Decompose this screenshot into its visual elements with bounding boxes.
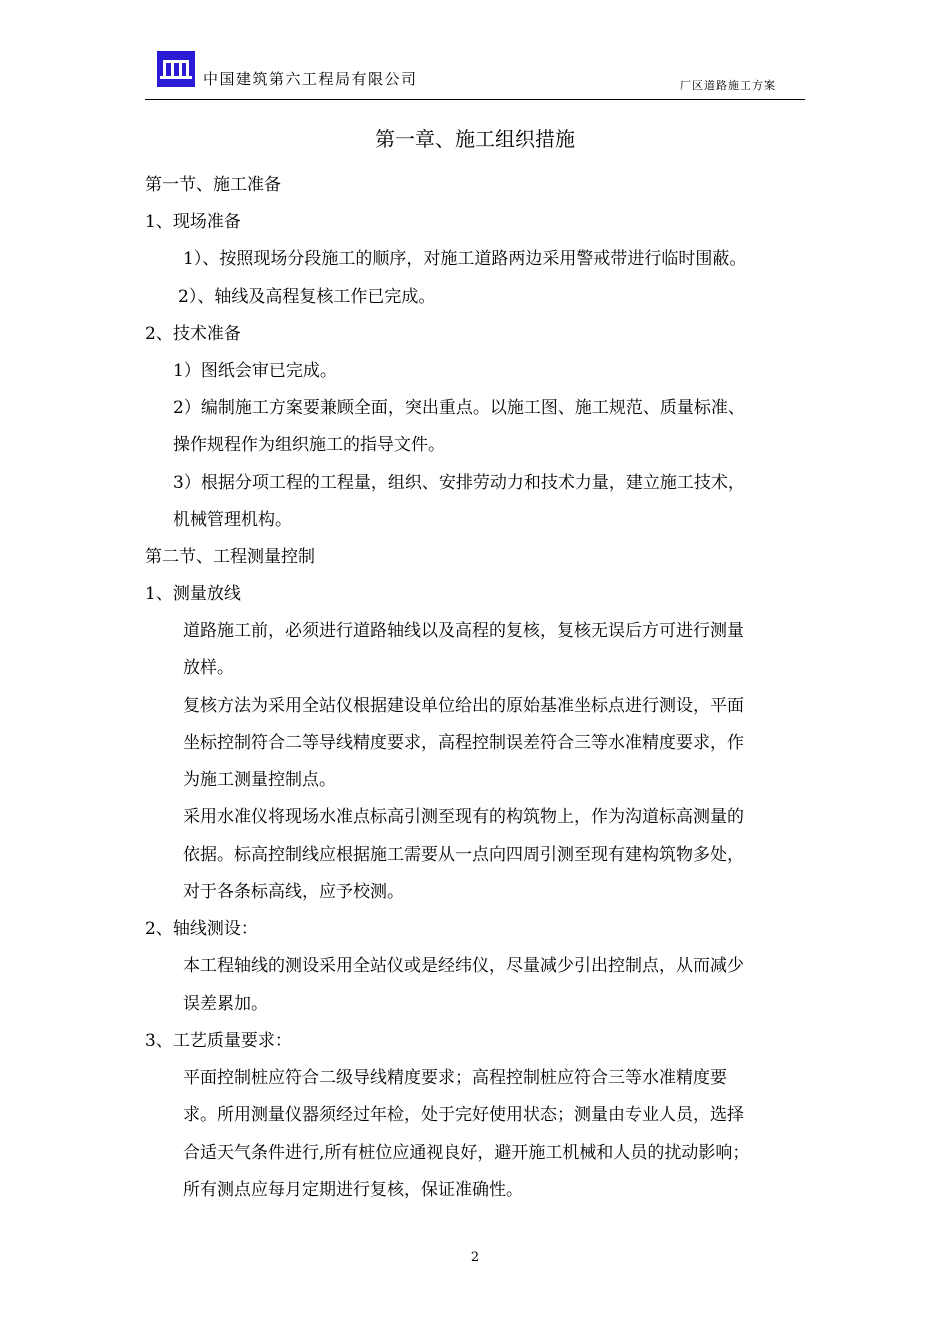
paragraph-line: 放样。	[183, 658, 234, 678]
section-heading: 第一节、施工准备	[145, 175, 281, 195]
paragraph-line: 复核方法为采用全站仪根据建设单位给出的原始基准坐标点进行测设，平面	[183, 696, 744, 716]
paragraph-line: 合适天气条件进行,所有桩位应通视良好，避开施工机械和人员的扰动影响；	[183, 1143, 750, 1163]
paragraph-line: 为施工测量控制点。	[183, 770, 336, 790]
paragraph-line: 对于各条标高线，应予校测。	[183, 882, 404, 902]
company-logo	[157, 51, 195, 87]
paragraph-line: 坐标控制符合二等导线精度要求，高程控制误差符合三等水准精度要求，作	[183, 733, 744, 753]
list-item: 2）、轴线及高程复核工作已完成。	[178, 287, 436, 307]
paragraph-line: 依据。标高控制线应根据施工需要从一点向四周引测至现有建构筑物多处，	[183, 845, 744, 865]
paragraph-line: 采用水准仪将现场水准点标高引测至现有的构筑物上，作为沟道标高测量的	[183, 807, 744, 827]
list-item: 1）、按照现场分段施工的顺序，对施工道路两边采用警戒带进行临时围蔽。	[183, 249, 747, 269]
list-item: 1）图纸会审已完成。	[173, 361, 337, 381]
subsection-heading: 2、轴线测设：	[145, 919, 258, 939]
chapter-title: 第一章、施工组织措施	[375, 127, 575, 151]
subsection-heading: 1、现场准备	[145, 212, 241, 232]
paragraph-line: 求。所用测量仪器须经过年检，处于完好使用状态；测量由专业人员，选择	[183, 1105, 744, 1125]
section-heading: 第二节、工程测量控制	[145, 547, 315, 567]
document-title: 厂区道路施工方案	[680, 79, 776, 92]
list-item: 2）编制施工方案要兼顾全面，突出重点。以施工图、施工规范、质量标准、	[173, 398, 745, 418]
paragraph-line: 误差累加。	[183, 994, 268, 1014]
paragraph-line: 道路施工前，必须进行道路轴线以及高程的复核，复核无误后方可进行测量	[183, 621, 744, 641]
paragraph-line: 操作规程作为组织施工的指导文件。	[173, 435, 445, 455]
paragraph-line: 本工程轴线的测设采用全站仪或是经纬仪，尽量减少引出控制点，从而减少	[183, 956, 744, 976]
company-name: 中国建筑第六工程局有限公司	[203, 70, 418, 88]
paragraph-line: 机械管理机构。	[173, 510, 292, 530]
subsection-heading: 1、测量放线	[145, 584, 241, 604]
subsection-heading: 3、工艺质量要求：	[145, 1031, 292, 1051]
paragraph-line: 平面控制桩应符合二级导线精度要求；高程控制桩应符合三等水准精度要	[183, 1068, 727, 1088]
subsection-heading: 2、技术准备	[145, 324, 241, 344]
header-divider	[145, 99, 805, 100]
list-item: 3）根据分项工程的工程量，组织、安排劳动力和技术力量，建立施工技术，	[173, 473, 745, 493]
paragraph-line: 所有测点应每月定期进行复核，保证准确性。	[183, 1180, 523, 1200]
page-number: 2	[470, 1250, 480, 1265]
